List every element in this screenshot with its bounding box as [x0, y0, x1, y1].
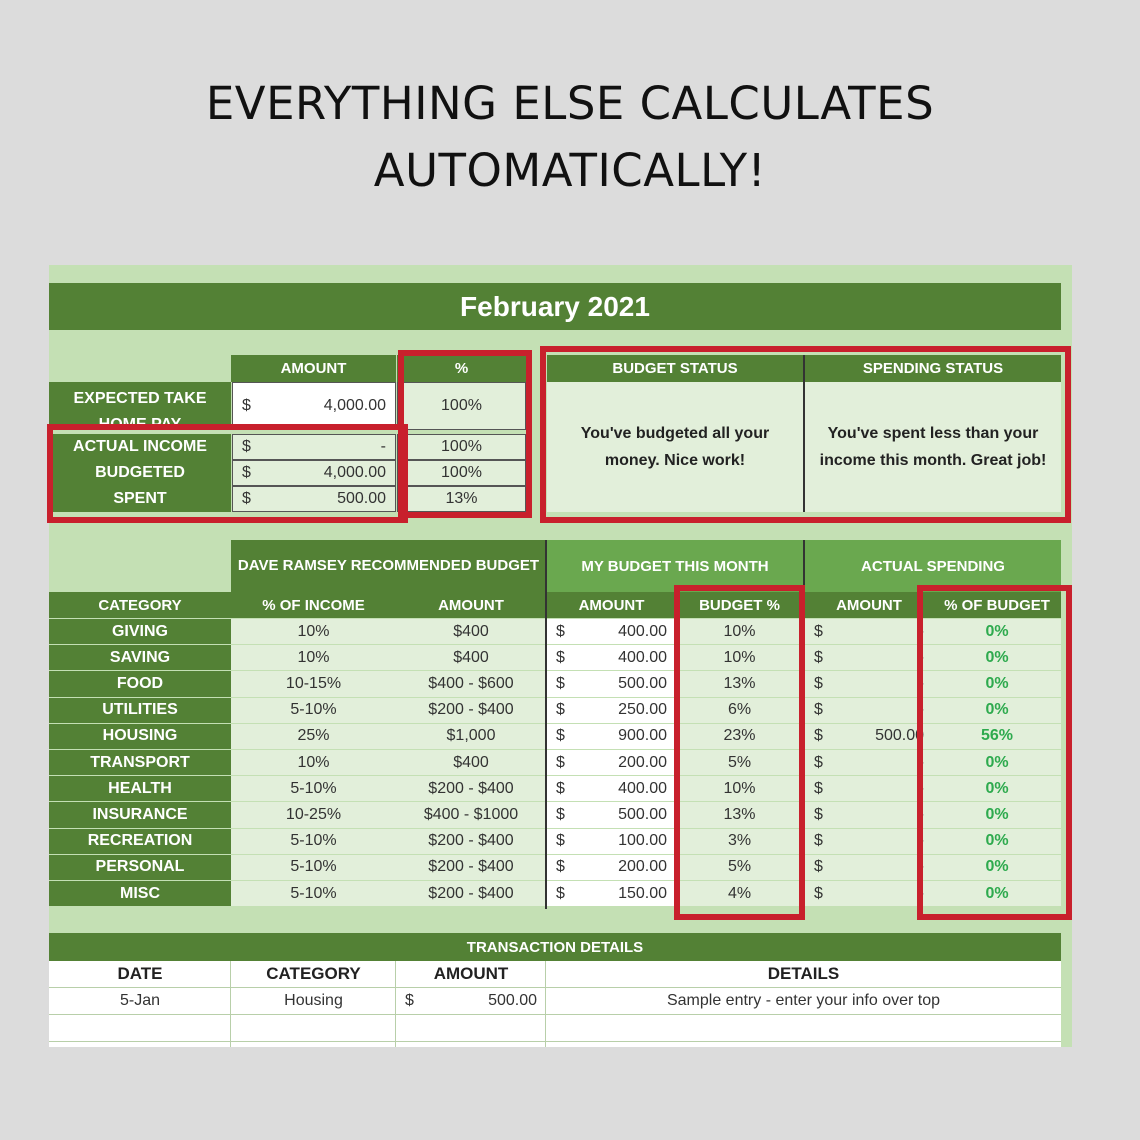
budget-pct: 5%: [676, 750, 803, 775]
my-budget-amount[interactable]: [547, 802, 676, 827]
category-label: TRANSPORT: [49, 750, 231, 775]
budget-pct: 6%: [676, 698, 803, 723]
my-budget-amount[interactable]: [547, 855, 676, 880]
recommended-amount: $400: [396, 645, 546, 670]
budget-pct: 3%: [676, 829, 803, 854]
currency-symbol: $: [242, 464, 251, 481]
recommended-amount: $200 - $400: [396, 881, 546, 906]
col-header-rec-amount: AMOUNT: [396, 592, 546, 618]
group-header-ramsey: DAVE RAMSEY RECOMMENDED BUDGET: [231, 540, 546, 592]
actual-spending-amount: [805, 698, 933, 723]
tx-empty-date-cell[interactable]: [49, 1015, 231, 1041]
my-budget-amount[interactable]: [547, 671, 676, 696]
currency-symbol: $: [556, 674, 565, 692]
tx-col-category: CATEGORY: [231, 961, 396, 987]
actual-spending-amount: [805, 802, 933, 827]
tx-col-amount: AMOUNT: [396, 961, 546, 987]
category-label: MISC: [49, 881, 231, 906]
actual-spending-amount: [805, 619, 933, 644]
category-label: PERSONAL: [49, 855, 231, 880]
actual-income-value: -: [380, 438, 386, 455]
pct-of-budget: 0%: [933, 698, 1061, 723]
category-label: HOUSING: [49, 724, 231, 749]
my-budget-amount[interactable]: [547, 645, 676, 670]
recommended-pct-income: 5-10%: [231, 698, 396, 723]
recommended-pct-income: 10%: [231, 645, 396, 670]
recommended-amount: $400: [396, 750, 546, 775]
currency-symbol: $: [556, 753, 565, 771]
tx-details-cell[interactable]: Sample entry - enter your info over top: [546, 988, 1061, 1014]
summary-label-actual-income: ACTUAL INCOME: [49, 434, 231, 460]
currency-symbol: $: [814, 884, 823, 902]
recommended-amount: $400: [396, 619, 546, 644]
my-budget-amount-value: 900.00: [618, 727, 667, 745]
pct-of-budget: 0%: [933, 829, 1061, 854]
tx-amount-cell[interactable]: [396, 988, 546, 1014]
tx-grid-line: [230, 961, 231, 1047]
currency-symbol: $: [556, 832, 565, 850]
category-label: RECREATION: [49, 829, 231, 854]
currency-symbol: $: [556, 701, 565, 719]
my-budget-amount-value: 400.00: [618, 779, 667, 797]
pct-of-budget: 0%: [933, 855, 1061, 880]
category-label: HEALTH: [49, 776, 231, 801]
currency-symbol: $: [556, 805, 565, 823]
pct-of-budget: 56%: [933, 724, 1061, 749]
tx-empty-details-cell[interactable]: [546, 1015, 1061, 1041]
actual-spending-amount-value: -: [918, 674, 924, 692]
recommended-amount: $200 - $400: [396, 829, 546, 854]
recommended-pct-income: 5-10%: [231, 855, 396, 880]
tx-grid-line: [49, 1014, 1061, 1015]
currency-symbol: $: [814, 674, 823, 692]
my-budget-amount[interactable]: [547, 776, 676, 801]
spent-value: 500.00: [337, 490, 386, 507]
col-header-pct-income: % OF INCOME: [231, 592, 396, 618]
tx-grid-line: [49, 987, 1061, 988]
budget-pct: 10%: [676, 645, 803, 670]
col-header-actual-amount: AMOUNT: [805, 592, 933, 618]
tx-amount-value: 500.00: [488, 992, 537, 1009]
currency-symbol: $: [556, 884, 565, 902]
tx-category-cell[interactable]: Housing: [231, 988, 396, 1014]
spent-pct: 13%: [397, 486, 526, 512]
recommended-pct-income: 5-10%: [231, 776, 396, 801]
actual-spending-amount: [805, 829, 933, 854]
highlight-status-panels: [540, 346, 1071, 523]
budget-pct: 13%: [676, 671, 803, 696]
budget-status-message: You've budgeted all your money. Nice work!: [547, 382, 803, 512]
expected-pay-pct: 100%: [397, 382, 526, 430]
budgeted-value: 4,000.00: [323, 464, 386, 481]
summary-pct-header: %: [397, 355, 526, 382]
budget-pct: 13%: [676, 802, 803, 827]
my-budget-amount[interactable]: [547, 724, 676, 749]
category-label: UTILITIES: [49, 698, 231, 723]
my-budget-amount-value: 400.00: [618, 648, 667, 666]
actual-spending-amount: [805, 776, 933, 801]
summary-label-budgeted: BUDGETED: [49, 460, 231, 486]
actual-spending-amount: [805, 881, 933, 906]
currency-symbol: $: [814, 858, 823, 876]
my-budget-amount-value: 500.00: [618, 674, 667, 692]
tx-next-row: [49, 1042, 1061, 1047]
currency-symbol: $: [242, 438, 251, 455]
headline-line-2: AUTOMATICALLY!: [373, 144, 767, 197]
budget-pct: 10%: [676, 619, 803, 644]
highlight-budget-pct-column: [674, 585, 805, 920]
budget-pct: 5%: [676, 855, 803, 880]
tx-empty-amount-cell[interactable]: [396, 1015, 546, 1041]
actual-spending-amount-value: -: [918, 753, 924, 771]
budget-pct: 10%: [676, 776, 803, 801]
headline-line-1: EVERYTHING ELSE CALCULATES: [205, 77, 935, 130]
currency-symbol: $: [814, 622, 823, 640]
actual-spending-amount-value: -: [918, 858, 924, 876]
month-title: February 2021: [49, 283, 1061, 330]
col-header-category: CATEGORY: [49, 592, 231, 618]
recommended-pct-income: 5-10%: [231, 881, 396, 906]
actual-spending-amount-value: -: [918, 701, 924, 719]
group-header-my-budget: MY BUDGET THIS MONTH: [547, 540, 803, 592]
pct-of-budget: 0%: [933, 645, 1061, 670]
recommended-amount: $200 - $400: [396, 776, 546, 801]
currency-symbol: $: [556, 858, 565, 876]
actual-spending-amount-value: -: [918, 805, 924, 823]
pct-of-budget: 0%: [933, 671, 1061, 696]
currency-symbol: $: [814, 805, 823, 823]
currency-symbol: $: [814, 779, 823, 797]
recommended-amount: $200 - $400: [396, 855, 546, 880]
tx-col-date: DATE: [49, 961, 231, 987]
currency-symbol: $: [556, 727, 565, 745]
tx-empty-category-cell[interactable]: [231, 1015, 396, 1041]
actual-spending-amount-value: -: [918, 779, 924, 797]
actual-spending-amount: [805, 724, 933, 749]
my-budget-amount[interactable]: [547, 619, 676, 644]
pct-of-budget: 0%: [933, 750, 1061, 775]
currency-symbol: $: [814, 832, 823, 850]
currency-symbol: $: [814, 753, 823, 771]
recommended-pct-income: 10%: [231, 619, 396, 644]
actual-spending-amount-value: -: [918, 884, 924, 902]
my-budget-amount[interactable]: [547, 829, 676, 854]
my-budget-amount-value: 400.00: [618, 622, 667, 640]
category-label: INSURANCE: [49, 802, 231, 827]
recommended-amount: $400 - $1000: [396, 802, 546, 827]
category-label: SAVING: [49, 645, 231, 670]
expected-pay-amount: 4,000.00: [323, 397, 386, 414]
tx-date-cell[interactable]: 5-Jan: [49, 988, 231, 1014]
recommended-pct-income: 10-15%: [231, 671, 396, 696]
currency-symbol: $: [556, 648, 565, 666]
headline: [0, 70, 1140, 204]
pct-of-budget: 0%: [933, 619, 1061, 644]
tx-grid-line: [49, 1041, 1061, 1042]
my-budget-amount[interactable]: [547, 881, 676, 906]
budget-pct: 23%: [676, 724, 803, 749]
expected-pay-amount-input[interactable]: [232, 382, 396, 430]
summary-label-expected-take-home-pay: EXPECTED TAKE HOME PAY: [49, 382, 231, 430]
table-divider-1: [545, 540, 547, 909]
tx-grid-line: [545, 961, 546, 1047]
actual-spending-amount-value: -: [918, 622, 924, 640]
my-budget-amount[interactable]: [547, 698, 676, 723]
currency-symbol: $: [556, 622, 565, 640]
highlight-pct-of-budget-column: [917, 585, 1072, 920]
actual-spending-amount-value: -: [918, 832, 924, 850]
col-header-my-amount: AMOUNT: [547, 592, 676, 618]
actual-spending-amount: [805, 855, 933, 880]
recommended-amount: $200 - $400: [396, 698, 546, 723]
spending-status-header: SPENDING STATUS: [805, 355, 1061, 382]
budget-pct: 4%: [676, 881, 803, 906]
group-header-actual-spending: ACTUAL SPENDING: [805, 540, 1061, 592]
currency-symbol: $: [242, 397, 251, 414]
my-budget-amount-value: 200.00: [618, 753, 667, 771]
currency-symbol: $: [814, 648, 823, 666]
transactions-header: TRANSACTION DETAILS: [49, 933, 1061, 961]
recommended-pct-income: 10%: [231, 750, 396, 775]
highlight-income-summary: [47, 424, 408, 523]
my-budget-amount-value: 250.00: [618, 701, 667, 719]
pct-of-budget: 0%: [933, 881, 1061, 906]
tx-grid-line: [395, 961, 396, 1047]
pct-of-budget: 0%: [933, 802, 1061, 827]
my-budget-amount-value: 150.00: [618, 884, 667, 902]
currency-symbol: $: [405, 992, 414, 1009]
my-budget-amount[interactable]: [547, 750, 676, 775]
currency-symbol: $: [814, 727, 823, 745]
actual-spending-amount: [805, 671, 933, 696]
actual-spending-amount-value: 500.00: [875, 727, 924, 745]
budget-status-header: BUDGET STATUS: [547, 355, 803, 382]
actual-spending-amount: [805, 750, 933, 775]
summary-amount-header: AMOUNT: [231, 355, 396, 382]
my-budget-amount-value: 500.00: [618, 805, 667, 823]
recommended-amount: $400 - $600: [396, 671, 546, 696]
my-budget-amount-value: 100.00: [618, 832, 667, 850]
actual-spending-amount-value: -: [918, 648, 924, 666]
highlight-pct-column: [398, 350, 532, 518]
tx-col-details: DETAILS: [546, 961, 1061, 987]
spending-status-message: You've spent less than your income this month. Great job!: [805, 382, 1061, 512]
recommended-pct-income: 25%: [231, 724, 396, 749]
recommended-pct-income: 5-10%: [231, 829, 396, 854]
col-header-pct-budget: % OF BUDGET: [933, 592, 1061, 618]
summary-label-spent: SPENT: [49, 486, 231, 512]
budgeted-pct: 100%: [397, 460, 526, 486]
recommended-pct-income: 10-25%: [231, 802, 396, 827]
category-label: GIVING: [49, 619, 231, 644]
recommended-amount: $1,000: [396, 724, 546, 749]
currency-symbol: $: [242, 490, 251, 507]
actual-spending-amount: [805, 645, 933, 670]
currency-symbol: $: [556, 779, 565, 797]
actual-income-pct: 100%: [397, 434, 526, 460]
pct-of-budget: 0%: [933, 776, 1061, 801]
category-label: FOOD: [49, 671, 231, 696]
my-budget-amount-value: 200.00: [618, 858, 667, 876]
currency-symbol: $: [814, 701, 823, 719]
col-header-budget-pct: BUDGET %: [676, 592, 803, 618]
